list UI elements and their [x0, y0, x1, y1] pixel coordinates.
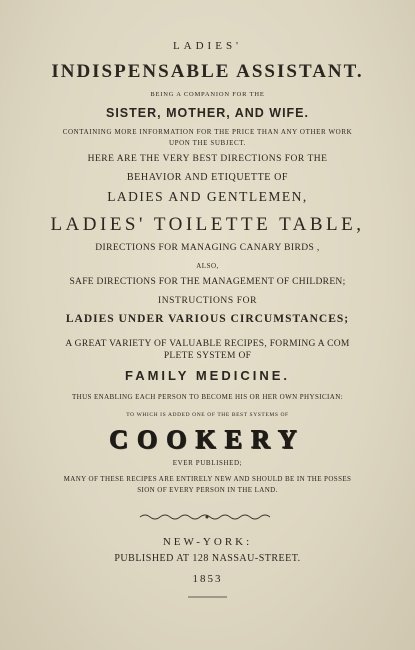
city-line: NEW-YORK: — [162, 536, 253, 548]
being-line: BEING A COMPANION FOR THE — [150, 91, 265, 98]
great-line: A GREAT VARIETY OF VALUABLE RECIPES, FORMING A COM — [65, 339, 350, 349]
main-title: INDISPENSABLE ASSISTANT. — [51, 61, 364, 82]
containing-line: CONTAINING MORE INFORMATION FOR THE PRICE THAN ANY OTHER WORK — [62, 128, 353, 136]
thus-line: THUS ENABLING EACH PERSON TO BECOME HIS OR HER OWN PHYSICIAN: — [71, 393, 344, 401]
ladies-gentlemen-line: LADIES AND GENTLEMEN, — [107, 189, 308, 204]
year-line: 1853 — [192, 573, 223, 585]
to-which-line: TO WHICH IS ADDED ONE OF THE BEST SYSTEMS OF — [126, 412, 289, 418]
behavior-line: BEHAVIOR AND ETIQUETTE OF — [126, 172, 289, 183]
sister-line: SISTER, MOTHER, AND WIFE. — [105, 106, 309, 120]
publisher-line: PUBLISHED AT 128 NASSAU-STREET. — [114, 553, 301, 564]
ladies-heading: LADIES' — [172, 40, 243, 52]
year-rule — [0, 587, 415, 593]
here-line: HERE ARE THE VERY BEST DIRECTIONS FOR THE — [87, 154, 328, 164]
instructions-line: INSTRUCTIONS FOR — [157, 296, 258, 306]
toilette-line: LADIES' TOILETTE TABLE, — [50, 214, 365, 235]
various-line: LADIES UNDER VARIOUS CIRCUMSTANCES; — [65, 313, 350, 325]
ornament-rule-icon — [0, 512, 415, 522]
also-line: ALSO, — [196, 262, 219, 270]
family-medicine-line: FAMILY MEDICINE. — [124, 368, 291, 383]
cookery-heading: COOKERY — [109, 425, 306, 454]
safe-line: SAFE DIRECTIONS FOR THE MANAGEMENT OF CHILDREN; — [69, 277, 346, 287]
year-rule-icon — [0, 594, 415, 600]
sion-line: SION OF EVERY PERSON IN THE LAND. — [137, 486, 278, 494]
ever-line: EVER PUBLISHED; — [172, 459, 243, 467]
upon-line: UPON THE SUBJECT. — [168, 139, 247, 147]
canary-line: DIRECTIONS FOR MANAGING CANARY BIRDS , — [95, 243, 320, 253]
ornament-rule — [0, 509, 415, 519]
plete-line: PLETE SYSTEM OF — [163, 351, 252, 361]
many-line: MANY OF THESE RECIPES ARE ENTIRELY NEW AND SHOULD BE IN THE POSSES — [63, 475, 352, 483]
